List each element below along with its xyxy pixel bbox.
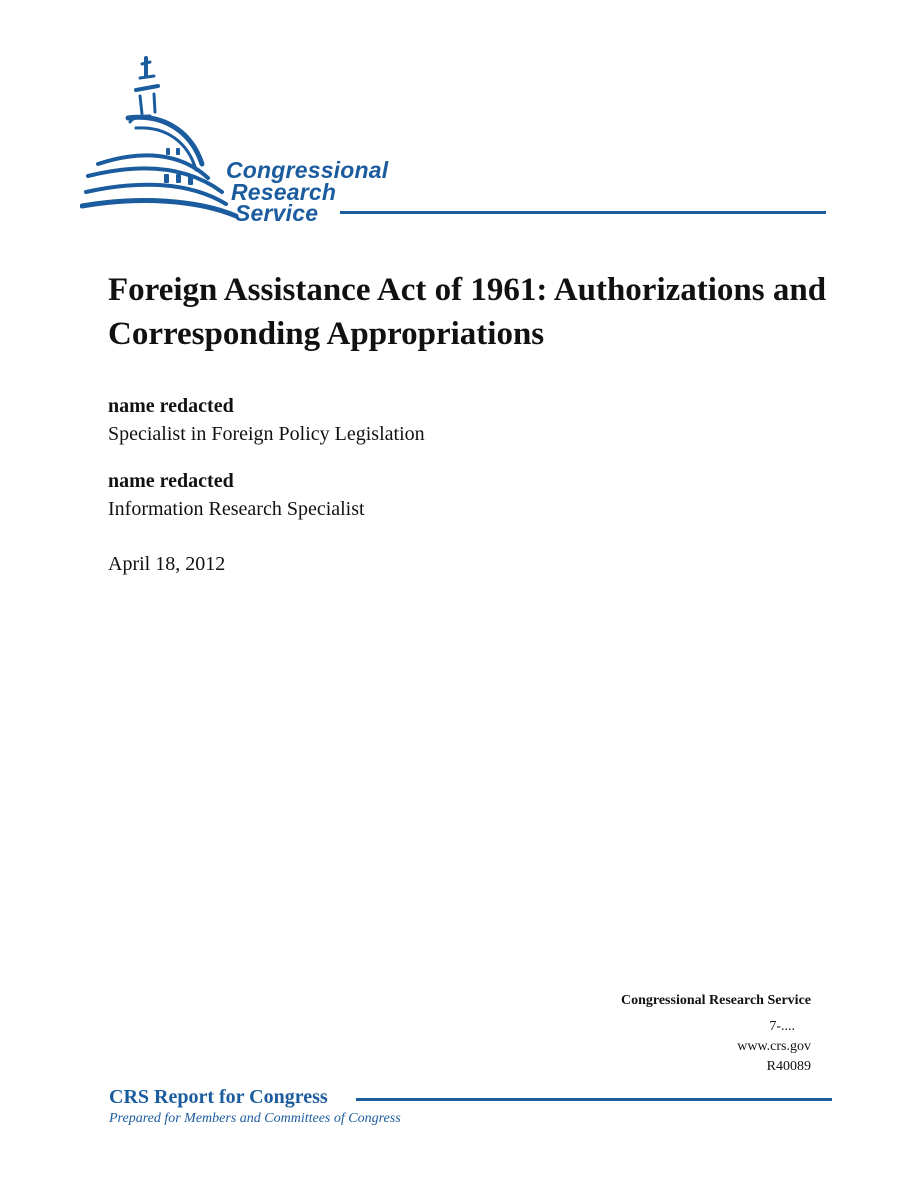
publisher-website: www.crs.gov	[737, 1039, 811, 1054]
logo-text-research: Research	[231, 179, 337, 205]
header-rule	[340, 211, 826, 214]
publisher-name: Congressional Research Service	[620, 993, 811, 1008]
logo-text-service: Service	[235, 200, 319, 226]
author-1-name: name redacted	[108, 395, 234, 417]
footer-rule	[356, 1098, 832, 1101]
logo-text-congressional: Congressional	[226, 157, 389, 183]
author-1-role: Specialist in Foreign Policy Legislation	[108, 423, 425, 445]
report-date: April 18, 2012	[108, 553, 226, 575]
publisher-code: 7-....	[769, 1019, 795, 1034]
report-number: R40089	[766, 1059, 811, 1074]
footer-title: CRS Report for Congress	[109, 1086, 328, 1108]
author-2-role: Information Research Specialist	[108, 498, 365, 520]
report-title: Foreign Assistance Act of 1961: Authorizations and Corresponding Appropriations	[108, 272, 827, 352]
publisher-info	[511, 991, 811, 1077]
footer-subtitle: Prepared for Members and Committees of Congress	[109, 1111, 401, 1126]
author-2-name: name redacted	[108, 470, 234, 492]
